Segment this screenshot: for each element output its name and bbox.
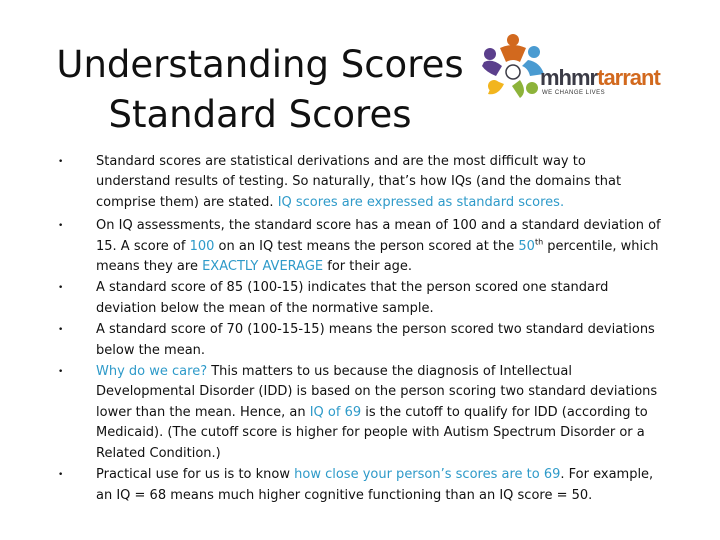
bullet-highlight: Why do we care?	[96, 364, 208, 380]
bullet-item	[0, 362, 661, 464]
bullet-text: Practical use for us is to know	[96, 467, 295, 483]
logo-wordmark-part-1: mhmr	[540, 65, 598, 90]
bullet-icon: •	[58, 325, 64, 336]
title-line-2: Standard Scores	[108, 93, 412, 136]
bullet-text: is the cutoff to qualify for IDD (according to Medicaid). (The cutoff score is higher for people with Autism Spectrum Disorder or a Related Condition.)	[96, 404, 648, 461]
bullet-item	[0, 465, 661, 506]
bullet-icon: •	[58, 221, 64, 232]
bullet-highlight: 50	[518, 238, 535, 254]
bullet-text: A standard score of 70 (100-15-15) means the person scored two standard deviations below the mean.	[96, 322, 655, 358]
bullet-icon: •	[58, 157, 64, 167]
bullet-icon: •	[58, 470, 64, 481]
bullet-item	[0, 216, 661, 277]
bullet-text: A standard score of 85 (100-15) indicates that the person scored one standard deviation below the mean of the normative sample.	[96, 280, 609, 316]
bullet-superscript: th	[534, 237, 544, 247]
bullet-highlight: 100	[189, 238, 215, 254]
bullet-list	[0, 152, 720, 506]
logo-wordmark-part-2: tarrant	[597, 65, 660, 90]
logo-wordmark	[540, 67, 660, 89]
people-circle-icon	[478, 32, 548, 102]
bullet-item	[0, 152, 661, 213]
bullet-item	[0, 320, 661, 361]
bullet-text: On IQ assessments, the standard score has a mean of 100 and a standard deviation of 15. A score of	[96, 218, 661, 254]
bullet-text: Standard scores are statistical derivations and are the most difficult way to understand results of testing. So naturally, that’s how IQs (and the domains that comprise them) are stated.	[96, 154, 622, 210]
bullet-text: percentile, which means they are	[96, 238, 659, 275]
bullet-item	[0, 278, 661, 319]
bullet-highlight: how close your person’s scores are to 69	[294, 467, 561, 483]
title-line-1: Understanding Scores	[56, 43, 464, 86]
mhmr-tarrant-logo	[478, 30, 678, 110]
bullet-text: on an IQ test means the person scored at the	[214, 238, 519, 254]
bullet-text: . For example, an IQ = 68 means much higher cognitive functioning than an IQ score = 50.	[96, 467, 654, 503]
bullet-text: This matters to us because the diagnosis of Intellectual Developmental Disorder (IDD) is based on the person scoring two standard deviations lower than the mean. Hence, an	[96, 364, 658, 420]
slide-title	[0, 40, 520, 140]
bullet-highlight: IQ of 69	[309, 404, 362, 420]
bullet-text: for their age.	[323, 259, 413, 275]
bullet-icon: •	[58, 283, 64, 294]
logo-tagline: WE CHANGE LIVES	[542, 90, 606, 96]
bullet-highlight: IQ scores are expressed as standard scores.	[277, 194, 565, 210]
bullet-highlight: EXACTLY AVERAGE	[202, 259, 324, 275]
bullet-icon: •	[58, 367, 64, 378]
